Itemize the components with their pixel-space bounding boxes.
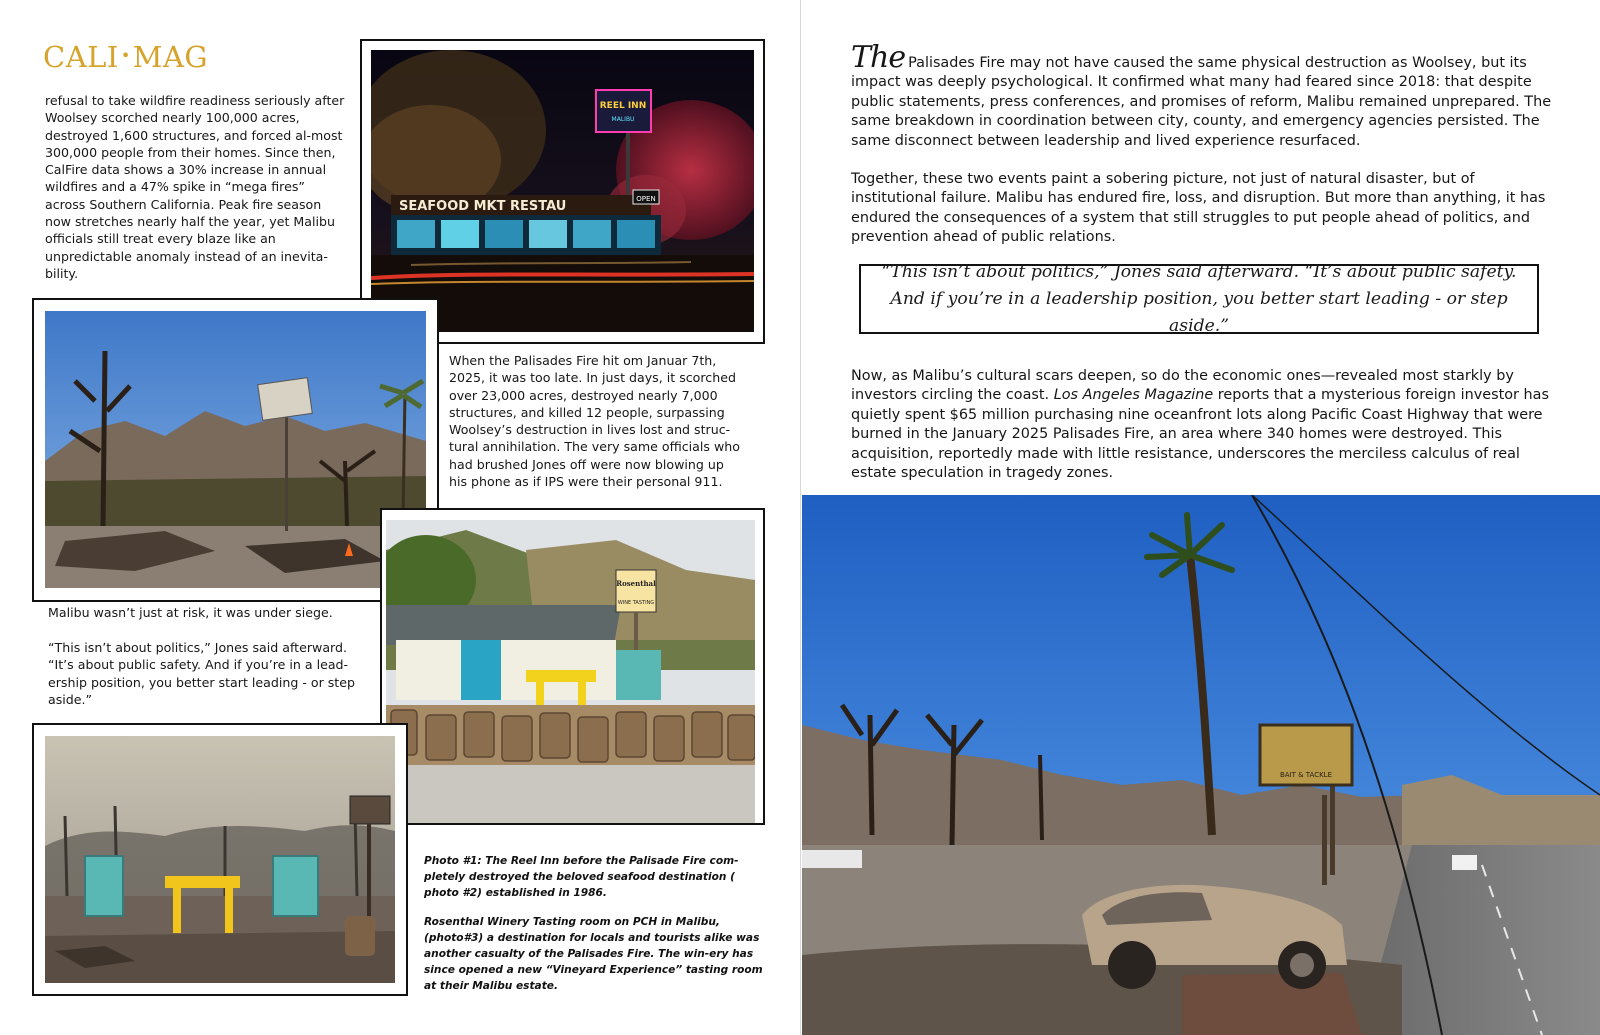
paragraph-3-lead: Now, as Malibu’s cultural scars deepen, so do the economic ones—revealed most starkly by investors circling the coast. [851,368,1514,404]
rosenthal-winery-photo [386,520,755,823]
calimag-logo [43,40,208,74]
paragraph-3 [851,367,1556,483]
bait-tackle-sign: BAIT & TACKLE [1279,771,1333,779]
reel-inn-banner-text: SEAFOOD MKT RESTAU [399,199,567,214]
jones-quote-inline: “This isn’t about politics,” Jones said afterward. “It’s about public safety. And if you’re in a lead-ership position, you better start leading - or step aside.” [48,640,355,707]
pull-quote-box [859,261,1539,336]
siege-line: Malibu wasn’t just at risk, it was under siege. [48,605,333,620]
photo-captions [424,853,769,994]
intro-paragraph: refusal to take wildfire readiness seriously after Woolsey scorched nearly 100,000 acres, destroyed 1,600 structures, and forced al-most 300,000 people from their homes. Since then, CalFire data shows a 30% increase in annual wildfires and a 47% spike in “mega fires” across Southern California. Peak fire season now stretches nearly half the year, yet Malibu officials still treat every blaze like an unpredictable anomaly instead of an inevita-bility. [45,93,345,281]
reel-inn-sign-subtext: MALIBU [611,116,635,123]
caption-reel-inn: Photo #1: The Reel Inn before the Palisade Fire com-pletely destroyed the beloved seafood destination ( photo #2) established in 1986. [424,855,739,899]
logo-separator: • [120,46,131,65]
reel-inn-burned-photo [45,311,426,588]
winery-burned-photo [45,736,395,983]
reel-inn-sign-text: REEL INN [599,101,647,111]
right-page [801,0,1600,1035]
caption-rosenthal: Rosenthal Winery Tasting room on PCH in Malibu, (photo#3) a destination for locals and tourists alike was another casualty of the Palisades Fire. The win-ery has since opened a new “Vineyard Experience” tasting room at their Malibu estate. [424,916,763,992]
dropcap-the: The [851,40,906,75]
open-sign-text: OPEN [636,195,656,203]
palisades-paragraph: When the Palisades Fire hit om Januar 7th, 2025, it was too late. In just days, it scorched over 23,000 acres, destroyed nearly 7,000 structures, and killed 12 people, surpassing Woolsey’s destruction in lives lost and struc-tural annihilation. The very same officials who had brushed Jones off were now blowing up his phone as if IPS were their personal 911. [449,353,740,490]
winery-sign-name: Rosenthal [616,579,656,588]
paragraph-2: Together, these two events paint a sobering picture, not just of natural disaster, but of institutional failure. Malibu has endured fire, loss, and disruption. But more than anything, it has endured the consequences of a system that still struggles to put people ahead of politics, and prevention ahead of public relations. [851,171,1546,246]
winery-sign-subtext: WINE TASTING [617,600,655,606]
paragraph-1-text: Palisades Fire may not have caused the same physical destruction as Woolsey, but its impact was deeply psychological. It confirmed what many had feared since 2018: that despite public statements, press conferences, and promises of reform, Malibu remained unprepared. The same breakdown in coordination between city, county, and emergency agencies persisted. The same disconnect between leadership and lived experience resurfaced. [851,55,1552,149]
paragraph-3-rest: reports that a mysterious foreign investor has quietly spent $65 million purchasing nine oceanfront lots along Pacific Coast Highway that were burned in the January 2025 Palisades Fire, an area where 340 homes were destroyed. This acquisition, reportedly made with little resistance, underscores the merciless calculus of real estate speculation in tragedy zones. [851,387,1549,482]
pull-quote-text: “This isn’t about politics,” Jones said afterward. “It’s about public safety. And if you’re in a leadership position, you better start leading - or step aside.” [881,261,1517,336]
burned-car-pch-photo [802,495,1600,1035]
paragraph-1 [851,40,1556,151]
reel-inn-night-photo [371,50,754,332]
logo-text-left: CALI [43,40,119,74]
logo-text-right: MAG [132,40,209,74]
paragraph-3-source: Los Angeles Magazine [1053,387,1214,404]
